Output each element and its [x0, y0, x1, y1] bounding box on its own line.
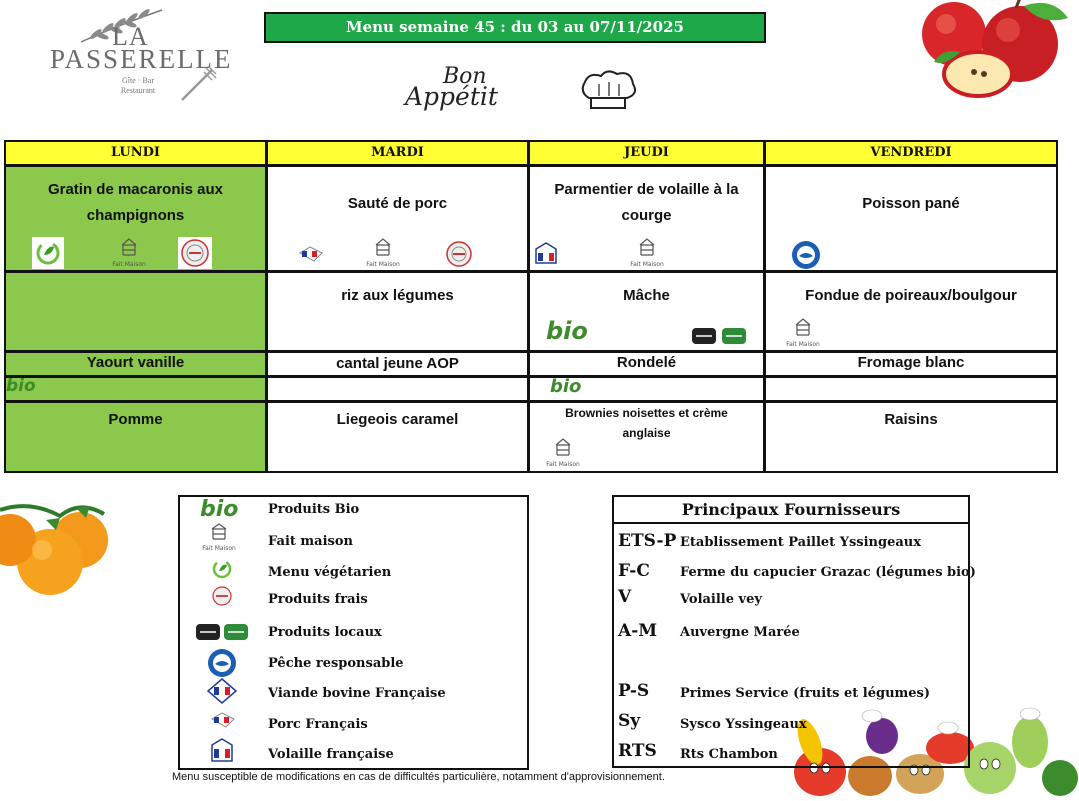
jeudi-main-cell [530, 167, 766, 273]
vendredi-cheese-cell [766, 353, 1056, 378]
jeudi-cheese-cell [530, 353, 766, 378]
lundi-dessert: Pomme [108, 411, 163, 428]
jeudi-side-cell [530, 273, 766, 353]
fait-maison-caption: Fait Maison [546, 461, 580, 468]
lundi-main-dish: Gratin de macaronis aux champignons [47, 181, 224, 224]
fait-maison-icon [780, 317, 826, 349]
supplier-code: Sy [618, 711, 641, 731]
fait-maison-icon [360, 237, 406, 269]
fresh-product-icon [210, 585, 234, 607]
bon-appetit-line-2: Appétit [405, 82, 498, 111]
french-poultry-icon [208, 735, 236, 765]
mardi-side-dish: riz aux légumes [341, 287, 454, 304]
fait-maison-caption: Fait Maison [366, 261, 400, 268]
vendredi-main-dish: Poisson pané [862, 195, 960, 212]
vegetarian-icon [32, 237, 64, 269]
mardi-side-cell [268, 273, 530, 353]
lundi-label-cell [6, 378, 268, 403]
menu-title: Menu semaine 45 : du 03 au 07/11/2025 [268, 16, 762, 39]
fait-maison-caption: Fait Maison [630, 261, 664, 268]
bio-icon: bio [6, 378, 36, 396]
fait-maison-icon [196, 523, 242, 553]
jeudi-side-dish: Mâche [623, 287, 670, 304]
legend-item-pork: Porc Français [268, 717, 368, 732]
supplier-code: V [618, 587, 632, 607]
oranges-image [0, 490, 110, 600]
supplier-name: Etablissement Paillet Yssingeaux [680, 535, 921, 550]
vendredi-dessert-cell [766, 403, 1056, 471]
mardi-main-cell [268, 167, 530, 273]
lundi-dessert-cell [6, 403, 268, 471]
vendredi-cheese: Fromage blanc [857, 354, 965, 371]
bio-icon: bio [550, 378, 582, 397]
supplier-name: Auvergne Marée [680, 625, 800, 640]
suppliers-box [612, 495, 976, 768]
jeudi-dessert: Brownies noisettes et crème anglaise [565, 406, 728, 440]
mardi-cheese: cantal jeune AOP [336, 355, 459, 372]
supplier-code: F-C [618, 561, 650, 581]
vendredi-dessert: Raisins [884, 411, 938, 428]
mardi-dessert-cell [268, 403, 530, 471]
vendredi-side-dish: Fondue de poireaux/boulgour [805, 287, 1017, 304]
legend-item-fait-maison: Fait maison [268, 534, 353, 549]
fork-icon [178, 64, 218, 104]
bon-appetit-line-1: Bon [443, 64, 487, 89]
french-beef-icon [206, 677, 238, 705]
vendredi-label-cell [766, 378, 1056, 403]
supplier-name: Volaille vey [680, 592, 762, 607]
legend-item-fishing: Pêche responsable [268, 656, 404, 671]
chef-hat-icon [577, 68, 641, 112]
logo-line-2: PASSERELLE [50, 44, 233, 74]
french-pork-icon [208, 707, 238, 733]
day-header-jeudi: JEUDI [530, 142, 766, 167]
jeudi-dessert-cell [530, 403, 766, 471]
bio-icon: bio [200, 497, 239, 522]
fait-maison-icon [106, 237, 152, 269]
supplier-name: Ferme du capucier Grazac (légumes bio) [680, 565, 976, 580]
fait-maison-icon [540, 437, 586, 469]
mardi-dessert: Liegeois caramel [336, 411, 459, 428]
legend-item-vegetarian: Menu végétarien [268, 565, 392, 580]
legend-item-local: Produits locaux [268, 625, 382, 640]
menu-title-banner [264, 12, 766, 43]
fait-maison-caption: Fait Maison [112, 261, 146, 268]
fresh-product-icon [178, 237, 212, 269]
bio-icon: bio [546, 317, 588, 345]
supplier-code: RTS [618, 741, 657, 761]
day-header-mardi: MARDI [268, 142, 530, 167]
bon-appetit-caption [405, 62, 645, 118]
lundi-side-cell [6, 273, 268, 353]
legend-item-poultry: Volaille française [268, 747, 394, 762]
vendredi-side-cell [766, 273, 1056, 353]
logo-line-3: Gîte · Bar [122, 76, 154, 85]
day-header-lundi: LUNDI [6, 142, 268, 167]
legend-item-fresh: Produits frais [268, 592, 368, 607]
lundi-cheese: Yaourt vanille [86, 354, 185, 371]
supplier-code: ETS-P [618, 531, 677, 551]
french-pork-icon [296, 239, 326, 269]
french-poultry-icon [532, 239, 560, 269]
jeudi-main-dish: Parmentier de volaille à la courge [554, 181, 739, 224]
local-product-icon [690, 325, 748, 347]
vegetarian-icon [210, 558, 234, 580]
lundi-main-cell [6, 167, 268, 273]
mardi-main-dish: Sauté de porc [347, 195, 448, 212]
restaurant-logo [40, 4, 235, 106]
legend-box [178, 495, 529, 770]
mardi-cheese-cell [268, 353, 530, 378]
suppliers-title: Principaux Fournisseurs [614, 497, 968, 524]
supplier-name: Sysco Yssingeaux [680, 717, 807, 732]
footnote: Menu susceptible de modifications en cas de difficultés particulière, notamment d'approvisionnement. [172, 771, 665, 783]
fait-maison-caption: Fait Maison [202, 545, 236, 552]
vendredi-main-cell [766, 167, 1056, 273]
weekly-menu-table [4, 140, 1058, 473]
jeudi-label-cell [530, 378, 766, 403]
fait-maison-icon [624, 237, 670, 269]
logo-line-1: LA [112, 22, 149, 51]
jeudi-cheese: Rondelé [616, 354, 677, 371]
apples-image [912, 0, 1079, 100]
local-product-icon [194, 621, 250, 643]
legend-item-bio: Produits Bio [268, 502, 360, 517]
fresh-product-icon [444, 239, 474, 269]
supplier-name: Rts Chambon [680, 747, 778, 762]
fait-maison-caption: Fait Maison [786, 341, 820, 348]
logo-subtitle [98, 76, 178, 96]
logo-line-4: Restaurant [120, 86, 156, 95]
lundi-cheese-cell [6, 353, 268, 378]
supplier-code: P-S [618, 681, 650, 701]
supplier-code: A-M [618, 621, 658, 641]
supplier-name: Primes Service (fruits et légumes) [680, 686, 931, 701]
responsible-fishing-icon [206, 647, 238, 679]
day-header-vendredi: VENDREDI [766, 142, 1056, 167]
legend-item-beef: Viande bovine Française [268, 686, 446, 701]
responsible-fishing-icon [790, 239, 822, 271]
mardi-label-cell [268, 378, 530, 403]
